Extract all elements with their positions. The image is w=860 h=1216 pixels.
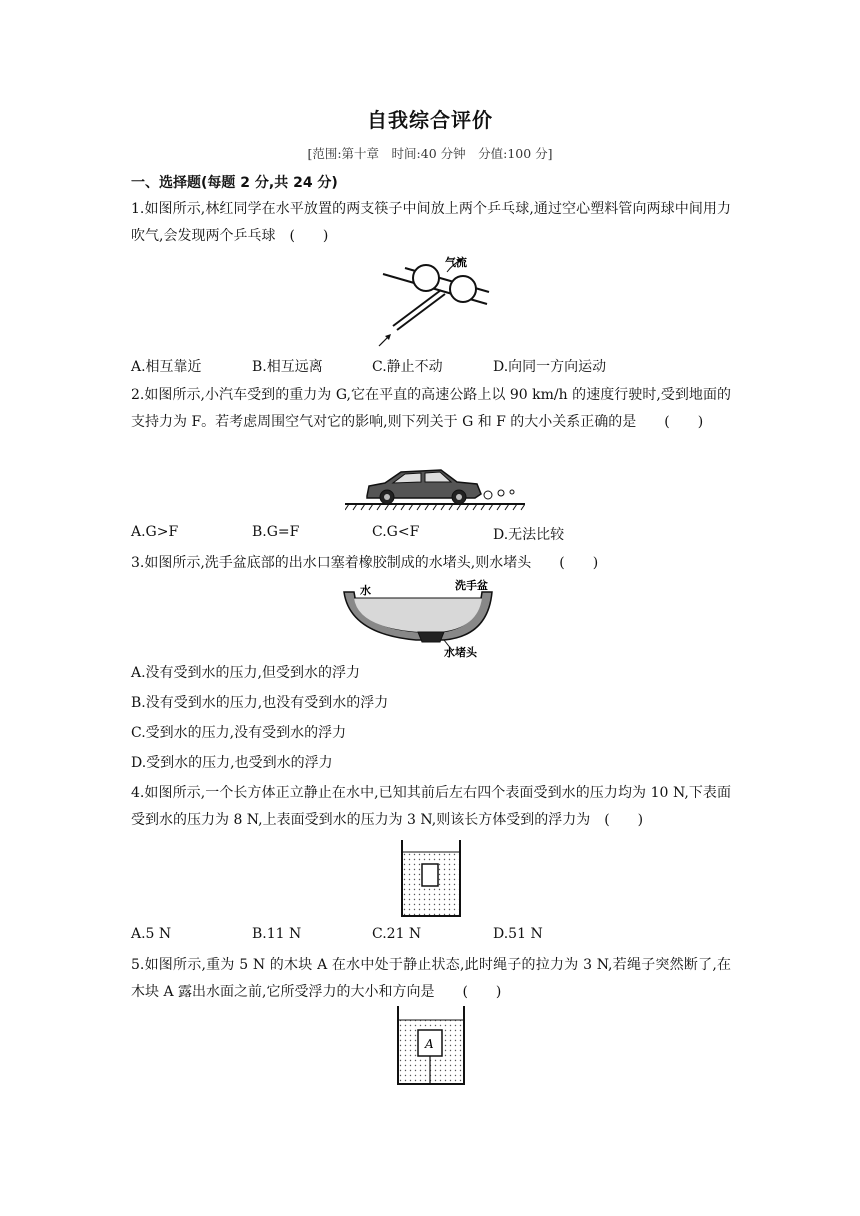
container-cuboid-figure xyxy=(398,838,464,920)
page-title: 自我综合评价 xyxy=(367,108,493,132)
option-c[interactable]: C.受到水的压力,没有受到水的浮力 xyxy=(131,725,347,741)
question-4-figure xyxy=(398,838,464,920)
option-b[interactable]: B.G=F xyxy=(252,524,300,540)
ball-right xyxy=(450,276,476,302)
option-c[interactable]: C.静止不动 xyxy=(372,359,443,375)
cuboid xyxy=(422,864,438,886)
sink-label: 洗手盆 xyxy=(455,579,488,592)
water-label: 水 xyxy=(360,584,371,597)
option-a[interactable]: A.没有受到水的压力,但受到水的浮力 xyxy=(131,665,361,681)
car-figure xyxy=(345,462,525,514)
option-a[interactable]: A.相互靠近 xyxy=(131,359,202,375)
question-3-figure xyxy=(340,578,510,658)
section-heading: 一、选择题(每题 2 分,共 24 分) xyxy=(131,175,338,191)
question-2-text: 2.如图所示,小汽车受到的重力为 G,它在平直的高速公路上以 90 km/h 的速度行驶时,受到地面的支持力为 F。若考虑周围空气对它的影响,则下列关于 G 和 F 的大小关系正确的是 ( ) xyxy=(131,387,731,430)
ball-left xyxy=(413,265,439,291)
sink-figure xyxy=(340,578,510,658)
stopper xyxy=(418,632,444,642)
page-subtitle: [范围:第十章 时间:40 分钟 分值:100 分] xyxy=(307,146,553,161)
option-c[interactable]: C.G<F xyxy=(372,524,420,540)
question-1-text: 1.如图所示,林红同学在水平放置的两支筷子中间放上两个乒乓球,通过空心塑料管向两球中间用力吹气,会发现两个乒乓球 ( ) xyxy=(131,201,731,244)
option-d[interactable]: D.向同一方向运动 xyxy=(493,359,607,375)
option-b[interactable]: B.11 N xyxy=(252,926,302,942)
question-4-options xyxy=(131,926,731,948)
option-d[interactable]: D.受到水的压力,也受到水的浮力 xyxy=(131,755,333,771)
option-a[interactable]: A.G>F xyxy=(131,524,179,540)
question-2-options xyxy=(131,524,731,546)
option-b[interactable]: B.相互远离 xyxy=(252,359,323,375)
option-a[interactable]: A.5 N xyxy=(131,926,172,942)
airflow-label: 气流 xyxy=(445,256,467,269)
question-5-figure xyxy=(394,1004,468,1088)
question-4-text: 4.如图所示,一个长方体正立静止在水中,已知其前后左右四个表面受到水的压力均为 10 N,下表面受到水的压力为 8 N,上表面受到水的压力为 3 N,则该长方体受到的浮力为 ( ) xyxy=(131,785,731,828)
question-1-options xyxy=(131,356,731,378)
container-block-figure xyxy=(394,1004,468,1088)
ping-pong-figure xyxy=(375,252,495,352)
option-d[interactable]: D.无法比较 xyxy=(493,527,565,543)
question-5-text: 5.如图所示,重为 5 N 的木块 A 在水中处于静止状态,此时绳子的拉力为 3 N,若绳子突然断了,在木块 A 露出水面之前,它所受浮力的大小和方向是 ( ) xyxy=(131,957,731,1000)
option-b[interactable]: B.没有受到水的压力,也没有受到水的浮力 xyxy=(131,695,389,711)
option-d[interactable]: D.51 N xyxy=(493,926,543,942)
question-2-figure xyxy=(345,462,525,514)
question-1-figure xyxy=(375,252,495,352)
stopper-label: 水堵头 xyxy=(444,646,477,658)
option-c[interactable]: C.21 N xyxy=(372,926,422,942)
question-3-text: 3.如图所示,洗手盆底部的出水口塞着橡胶制成的水堵头,则水堵头 ( ) xyxy=(131,555,599,571)
block-a-label: A xyxy=(425,1037,434,1051)
